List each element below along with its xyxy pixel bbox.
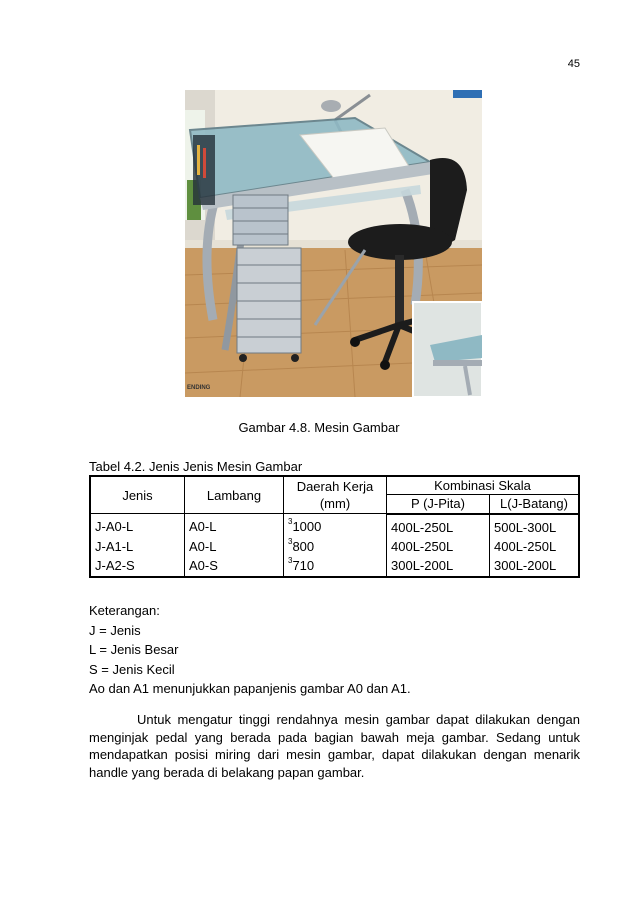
cell-l: 400L-250L: [490, 537, 580, 556]
header-daerah-kerja: [284, 476, 387, 514]
notes-section: [89, 601, 411, 699]
note-item: Ao dan A1 menunjukkan papanjenis gambar A0 dan A1.: [89, 681, 411, 696]
cell-jenis: J-A0-L: [90, 514, 185, 537]
cell-daerah-value: 800: [292, 538, 315, 554]
cell-jenis: J-A1-L: [90, 537, 185, 556]
table-row: [90, 556, 579, 577]
cell-superscript: 3: [288, 555, 293, 565]
header-jenis: Jenis: [90, 476, 185, 514]
cell-daerah: [284, 537, 387, 556]
header-daerah-kerja-label: Daerah Kerja: [296, 479, 374, 494]
header-lambang: Lambang: [185, 476, 284, 514]
machine-types-table: [89, 475, 580, 578]
table-row: [90, 514, 579, 537]
note-item: S = Jenis Kecil: [89, 661, 175, 677]
cell-daerah: [284, 556, 387, 577]
photo-watermark: ENDING: [187, 385, 211, 391]
cell-p: 400L-250L: [387, 514, 490, 537]
header-kombinasi-skala: Kombinasi Skala: [387, 476, 580, 495]
body-paragraph: Untuk mengatur tinggi rendahnya mesin gambar dapat dilakukan dengan menginjak pedal yang berada pada bagian bawah meja gambar. Sedang untuk mendapatkan posisi miring dari mesin gambar, dapat dilakukan dengan menarik handle yang berada di belakang papan gambar.: [89, 712, 580, 780]
cell-l: 300L-200L: [490, 556, 580, 577]
cell-l: 500L-300L: [490, 514, 580, 537]
header-l: L(J-Batang): [490, 495, 580, 514]
drafting-table-illustration: [185, 90, 482, 397]
cell-jenis: J-A2-S: [90, 556, 185, 577]
header-daerah-kerja-unit: (mm): [319, 496, 351, 511]
notes-heading: Keterangan:: [89, 603, 160, 618]
cell-lambang: A0-S: [185, 556, 284, 577]
cell-lambang: A0-L: [185, 514, 284, 537]
drafting-table-photo: [185, 90, 482, 397]
figure-caption: Gambar 4.8. Mesin Gambar: [238, 420, 400, 435]
table-row: [90, 537, 579, 556]
page-number: 45: [567, 58, 580, 70]
note-item: J = Jenis: [89, 622, 141, 638]
cell-p: 400L-250L: [387, 537, 490, 556]
note-item: L = Jenis Besar: [89, 642, 179, 657]
cell-superscript: 3: [288, 517, 293, 527]
table-title: Tabel 4.2. Jenis Jenis Mesin Gambar: [89, 459, 303, 474]
cell-daerah: [284, 514, 387, 537]
cell-p: 300L-200L: [387, 556, 490, 577]
cell-daerah-value: 710: [292, 557, 315, 573]
cell-daerah-value: 1000: [292, 519, 322, 535]
header-p: P (J-Pita): [387, 495, 490, 514]
cell-superscript: 3: [288, 536, 293, 546]
cell-lambang: A0-L: [185, 537, 284, 556]
